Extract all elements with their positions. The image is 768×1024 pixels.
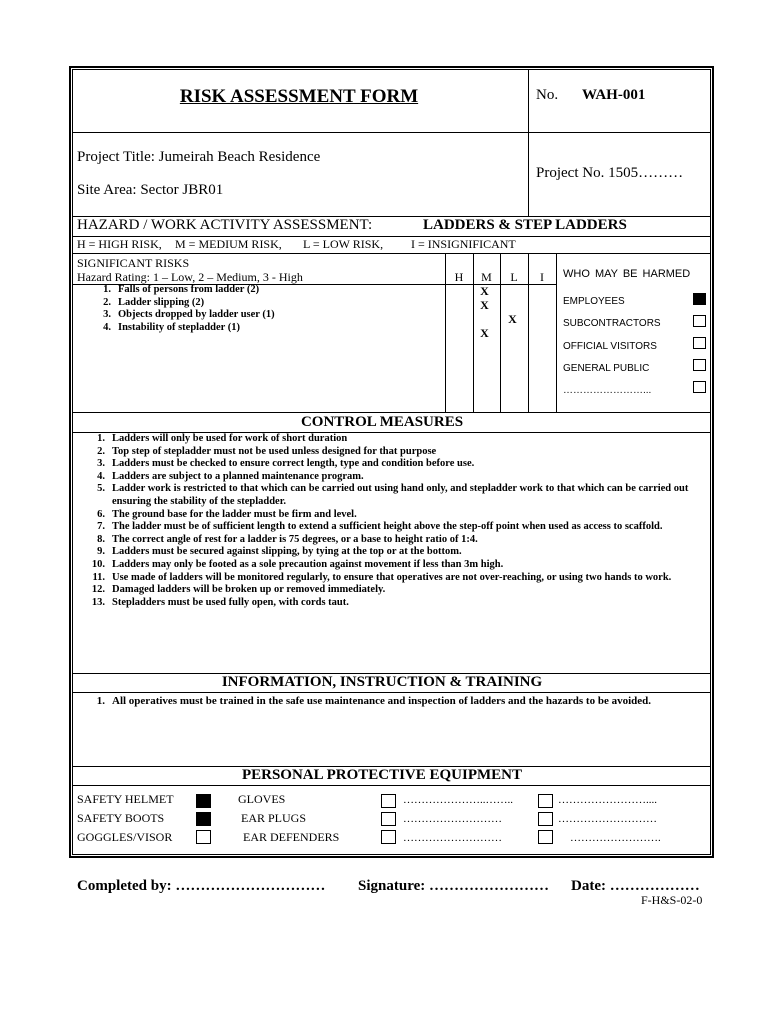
control-item: 4. Ladders are subject to a planned maintenance program. <box>97 470 364 482</box>
checkbox-safety-helmet[interactable] <box>196 794 211 808</box>
checkbox-blank[interactable] <box>538 830 553 844</box>
ppe-goggles: GOGGLES/VISOR <box>77 830 173 844</box>
legend-low: L = LOW RISK, <box>303 237 384 251</box>
divider <box>72 236 711 237</box>
control-item: 8. The correct angle of rest for a ladder is 75 degrees, or a base to height ratio of 1:4. <box>97 533 478 545</box>
site-area: Site Area: Sector JBR01 <box>77 182 224 198</box>
rating-col-divider <box>556 253 557 412</box>
risks-rating: Hazard Rating: 1 – Low, 2 – Medium, 3 - High <box>77 270 303 284</box>
risk-item: 4. Instability of stepladder (1) <box>103 321 241 333</box>
checkbox-official-visitors[interactable] <box>693 337 706 349</box>
ppe-blank: …………………..…….. <box>403 794 513 806</box>
ppe-ear-plugs: EAR PLUGS <box>241 811 307 825</box>
checkbox-goggles[interactable] <box>196 830 211 844</box>
col-header-h: H <box>454 270 464 284</box>
signature: Signature: …………………… <box>358 878 549 894</box>
ppe-blank: ……………………… <box>403 813 502 825</box>
ppe-heading: PERSONAL PROTECTIVE EQUIPMENT <box>241 767 523 783</box>
hazard-value: LADDERS & STEP LADDERS <box>423 217 627 233</box>
risk-item: 1. Falls of persons from ladder (2) <box>103 284 260 295</box>
who-heading: WHO MAY BE HARMED <box>563 268 691 280</box>
training-item: 1. All operatives must be trained in the safe use maintenance and inspection of ladders and the hazards to be avoided. <box>96 695 652 707</box>
control-list <box>66 433 690 609</box>
legend-insignificant: I = INSIGNIFICANT <box>411 237 516 251</box>
training-list <box>66 694 680 708</box>
col-header-l: L <box>510 270 518 284</box>
rating-mark-risk-2: X <box>480 298 489 312</box>
ppe-blank: …………………….... <box>558 794 657 806</box>
col-header-i: I <box>540 270 544 284</box>
risk-item: 3. Objects dropped by ladder user (1) <box>103 309 275 321</box>
control-item: 11. Use made of ladders will be monitored regularly, to ensure that operatives are not over-reaching, or using two hands to work. <box>92 571 672 583</box>
who-employees: EMPLOYEES <box>563 296 625 307</box>
ppe-blank: ……………………… <box>403 832 502 844</box>
hazard-label: HAZARD / WORK ACTIVITY ASSESSMENT: <box>77 217 373 233</box>
control-item: 10. Ladders may only be footed as a sole precaution against movement if less than 3m high. <box>91 558 504 570</box>
checkbox-blank[interactable] <box>538 794 553 808</box>
checkbox-employees[interactable] <box>693 293 706 305</box>
who-official-visitors: OFFICIAL VISITORS <box>563 341 657 352</box>
risk-item: 2. Ladder slipping (2) <box>103 296 205 308</box>
checkbox-ear-plugs[interactable] <box>381 812 396 826</box>
control-item: 12. Damaged ladders will be broken up or removed immediately. <box>91 584 386 596</box>
training-heading: INFORMATION, INSTRUCTION & TRAINING <box>221 674 543 690</box>
form-title: RISK ASSESSMENT FORM <box>179 86 419 107</box>
control-heading: CONTROL MEASURES <box>300 414 464 430</box>
form-code: F-H&S-02-0 <box>641 893 703 907</box>
divider <box>72 785 711 786</box>
project-number: Project No. 1505……… <box>536 165 684 181</box>
legend-medium: M = MEDIUM RISK, <box>175 237 282 251</box>
rating-mark-risk-1: X <box>480 284 489 298</box>
ppe-gloves: GLOVES <box>238 792 286 806</box>
risk-list <box>72 284 444 334</box>
ppe-blank: ……………………… <box>558 813 657 825</box>
checkbox-gloves[interactable] <box>381 794 396 808</box>
ppe-safety-helmet: SAFETY HELMET <box>77 792 174 806</box>
completed-by: Completed by: ………………………… <box>77 878 326 894</box>
control-item: 6. The ground base for the ladder must be firm and level. <box>97 508 357 520</box>
who-general-public: GENERAL PUBLIC <box>563 363 650 374</box>
checkbox-other[interactable] <box>693 381 706 393</box>
ppe-ear-defenders: EAR DEFENDERS <box>243 830 340 844</box>
checkbox-blank[interactable] <box>538 812 553 826</box>
ppe-safety-boots: SAFETY BOOTS <box>77 811 165 825</box>
control-item: 5. Ladder work is restricted to that which can be carried out using hand only, and stepladder work to that which can be carried out ensuring the stability of the stepladder. <box>97 483 689 507</box>
legend-high: H = HIGH RISK, <box>77 237 162 251</box>
divider <box>72 253 711 254</box>
ppe-blank: ……………………. <box>570 832 661 844</box>
control-item: 2. Top step of stepladder must not be used unless designed for that purpose <box>97 445 437 457</box>
form-number-label: No. <box>536 87 559 103</box>
who-other: ……………………... <box>563 385 652 396</box>
divider <box>72 412 711 413</box>
checkbox-subcontractors[interactable] <box>693 315 706 327</box>
risks-heading: SIGNIFICANT RISKS <box>77 256 190 270</box>
checkbox-ear-defenders[interactable] <box>381 830 396 844</box>
project-title: Project Title: Jumeirah Beach Residence <box>77 149 321 165</box>
date: Date: ……………… <box>571 878 700 894</box>
checkbox-general-public[interactable] <box>693 359 706 371</box>
form-number-value: WAH-001 <box>582 87 646 103</box>
divider <box>72 132 711 133</box>
who-subcontractors: SUBCONTRACTORS <box>563 318 661 329</box>
control-item: 7. The ladder must be of sufficient length to extend a sufficient height above the step-off point when used as access to scaffold. <box>97 521 663 533</box>
divider <box>72 692 711 693</box>
control-item: 9. Ladders must be secured against slipping, by tying at the top or at the bottom. <box>97 546 462 558</box>
col-header-m: M <box>481 270 492 284</box>
rating-mark-risk-3: X <box>508 312 517 326</box>
control-item: 13. Stepladders must be used fully open, with cords taut. <box>91 596 349 608</box>
checkbox-safety-boots[interactable] <box>196 812 211 826</box>
control-item: 3. Ladders must be checked to ensure correct length, type and condition before use. <box>97 458 475 470</box>
rating-mark-risk-4: X <box>480 326 489 340</box>
header-divider <box>528 69 529 217</box>
control-item: 1. Ladders will only be used for work of short duration <box>97 433 348 444</box>
